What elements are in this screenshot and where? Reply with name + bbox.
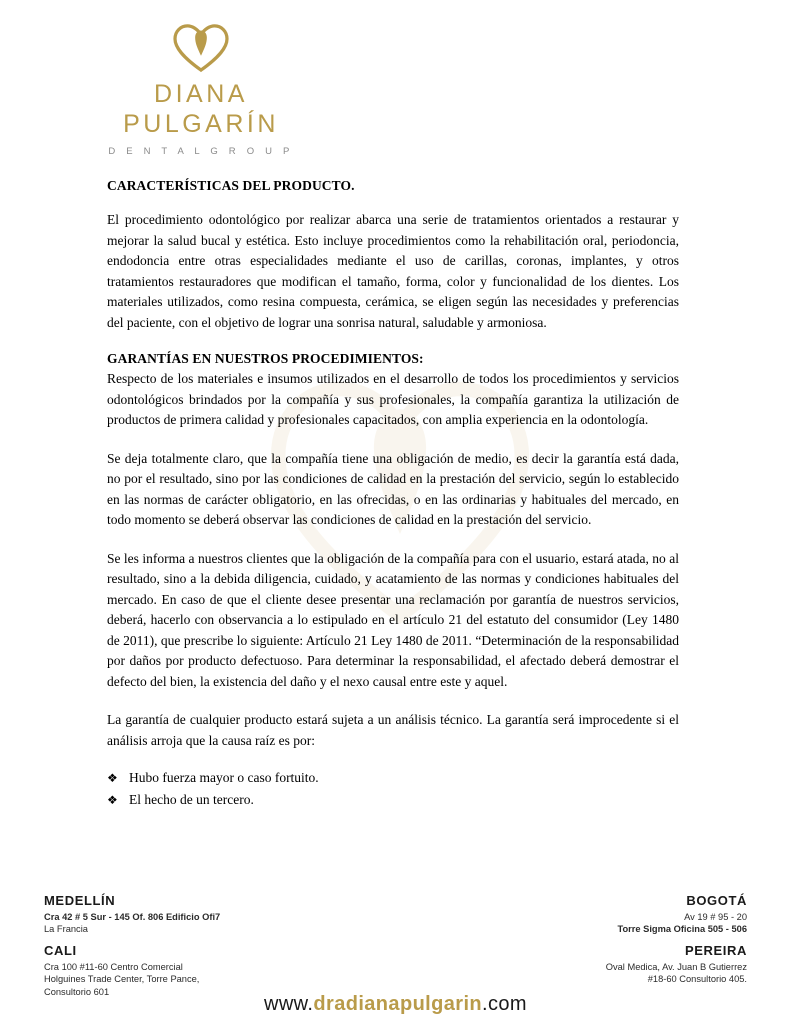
office-cali	[44, 943, 354, 998]
office-address-line-1: Cra 100 #11-60 Centro Comercial	[44, 962, 183, 972]
brand-logo	[96, 22, 306, 157]
website-name: dradianapulgarin	[313, 993, 483, 1015]
document-body	[107, 178, 679, 811]
logo-line-1: DIANA	[154, 80, 248, 108]
list-item	[107, 789, 679, 811]
section-2-paragraph-4: La garantía de cualquier producto estará sujeta a un análisis técnico. La garantía será improcedente si el análisis arroja que la causa raíz es por:	[107, 712, 679, 748]
section-2-paragraph-1: Respecto de los materiales e insumos utilizados en el desarrollo de todos los procedimientos y servicios odontológicos brindados por la compañía y sus profesionales, la compañía garantiza la utilización de productos de primera calidad y profesionales capacitados, con amplia experiencia en la odontología.	[107, 371, 679, 427]
page-footer	[0, 893, 791, 1024]
office-address-line-2: La Francia	[44, 924, 88, 935]
logo-line-2: PULGARÍN	[123, 109, 279, 138]
office-bogota	[447, 893, 747, 936]
office-city: CALI	[44, 943, 77, 958]
office-city: BOGOTÁ	[686, 893, 747, 908]
list-item-label: El hecho de un tercero.	[129, 792, 254, 807]
section-2-title: GARANTÍAS EN NUESTROS PROCEDIMIENTOS:	[107, 351, 424, 366]
logo-subtitle: D E N T A L G R O U P	[108, 146, 294, 157]
office-address-line-2: Torre Sigma Oficina 505 - 506	[617, 924, 747, 935]
section-1-paragraph: El procedimiento odontológico por realizar abarca una serie de tratamientos orientados a restaurar y mejorar la salud bucal y estética. Esto incluye procedimientos como la rehabilitación oral, periodoncia, endodoncia entre otras especialidades mediante el uso de carillas, coronas, implantes, y otros tratamientos restauradores que modifican el tamaño, forma, color y funcionalidad de los dientes. Los materiales utilizados, como resina compuesta, cerámica, se eligen según las necesidades y preferencias del paciente, con el objetivo de lograr una sonrisa natural, saludable y armoniosa.	[107, 212, 679, 330]
section-2-paragraph-3: Se les informa a nuestros clientes que la obligación de la compañía para con el usuario, estará atada, no al resultado, sino a la debida diligencia, cuidado, y acatamiento de las normas y condiciones habituales del mercado. En caso de que el cliente desee presentar una reclamación por garantía de nuestros servicios, deberá, hacerlo con observancia a lo estipulado en el artículo 21 del estatuto del consumidor (Ley 1480 de 2011), que prescribe lo siguiente: Artículo 21 Ley 1480 de 2011. “Determinación de la responsabilidad por daños por producto defectuoso. Para determinar la responsabilidad, el afectado deberá demostrar el defecto del bien, la existencia del daño y el nexo causal entre este y aquel.	[107, 550, 679, 689]
office-pereira	[447, 943, 747, 986]
section-1-title: CARACTERÍSTICAS DEL PRODUCTO.	[107, 178, 355, 193]
website-prefix: www.	[264, 993, 314, 1015]
diamond-bullet-icon: ❖	[107, 793, 118, 807]
office-address-line-2: #18-60 Consultorio 405.	[647, 974, 747, 985]
office-address-line-2: Holguines Trade Center, Torre Pance,	[44, 974, 200, 985]
website-suffix: .com	[482, 993, 527, 1015]
heart-tooth-icon	[168, 22, 234, 74]
office-city: PEREIRA	[685, 943, 747, 958]
office-city: MEDELLÍN	[44, 893, 116, 908]
website-url[interactable]	[0, 993, 791, 1016]
office-address-line-1: Oval Medica, Av. Juan B Gutierrez	[605, 962, 747, 972]
exclusions-list	[107, 767, 679, 811]
list-item-label: Hubo fuerza mayor o caso fortuito.	[129, 770, 319, 785]
office-address-line-1: Cra 42 # 5 Sur - 145 Of. 806 Edificio Ofi7	[44, 912, 221, 922]
section-2-paragraph-2: Se deja totalmente claro, que la compañía tiene una obligación de medio, es decir la garantía está dada, no por el resultado, sino por las condiciones de calidad en la prestación del servicio, según lo establecido en las normas de carácter obligatorio, en las ofrecidas, o en las ordinarias y habituales del mercado, en todo momento se deberá observar las condiciones de calidad en la prestación del servicio.	[107, 450, 679, 527]
office-address-line-3: Consultorio 601	[44, 986, 110, 997]
office-address-line-1: Av 19 # 95 - 20	[684, 912, 747, 922]
diamond-bullet-icon: ❖	[107, 771, 118, 785]
list-item	[107, 767, 679, 789]
office-medellin	[44, 893, 344, 936]
